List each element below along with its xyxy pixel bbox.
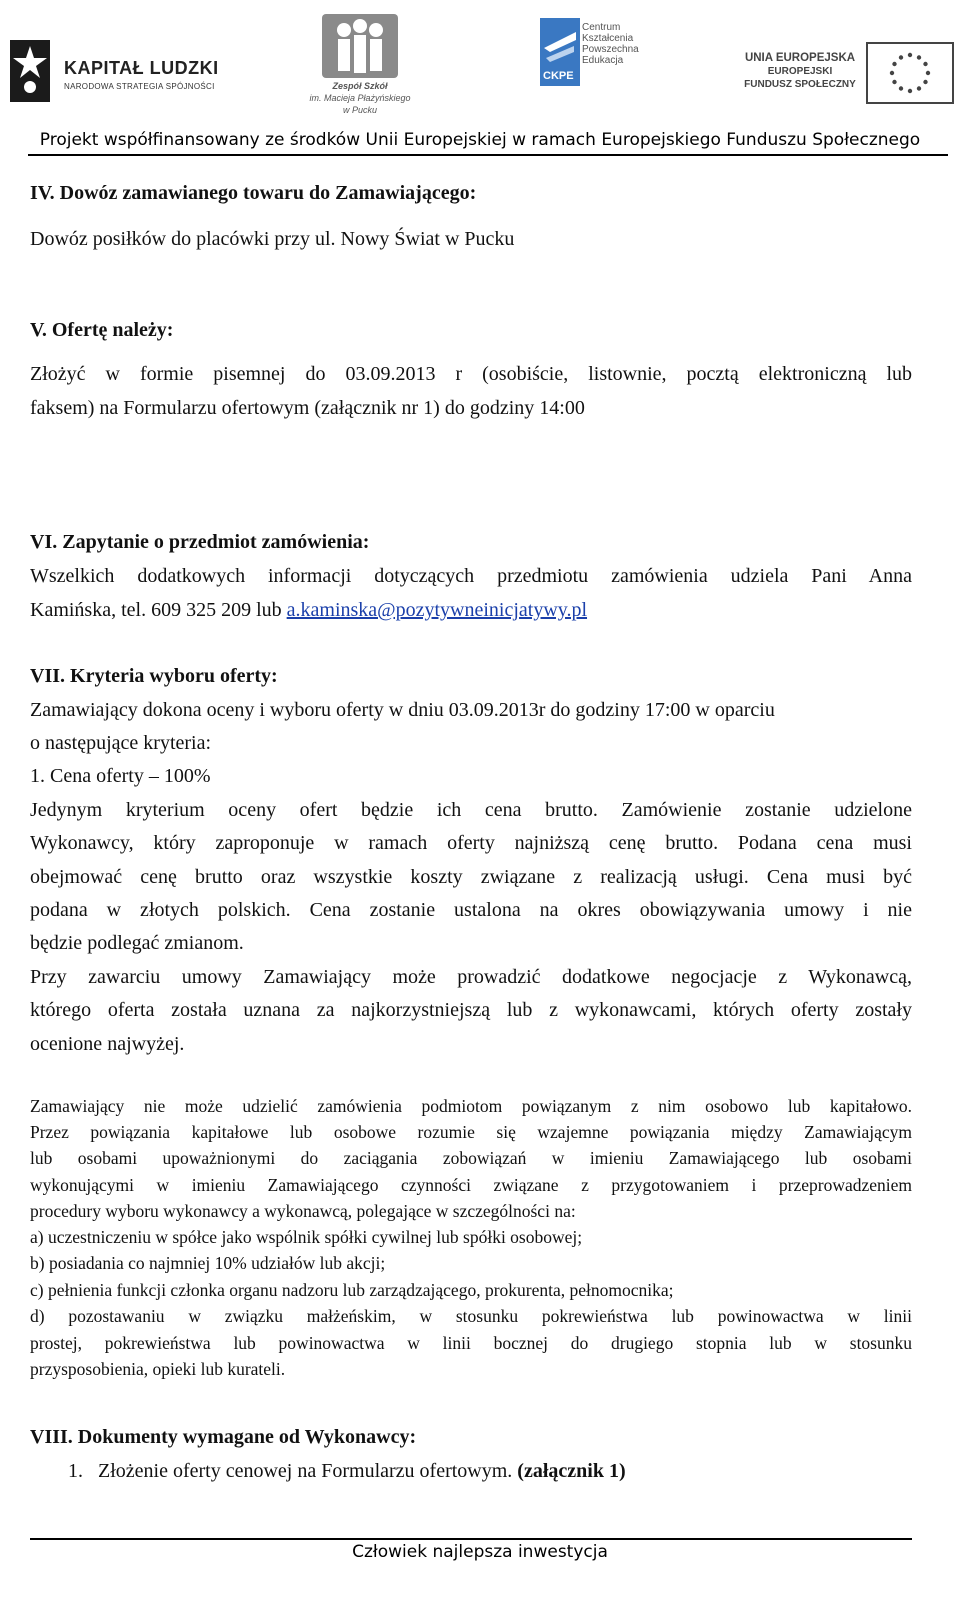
section-7-p2-line: Przy zawarciu umowy Zamawiający może prowadzić dodatkowe negocjacje z Wykonawcą, bbox=[30, 966, 912, 988]
section-6-heading: VI. Zapytanie o przedmiot zamówienia: bbox=[30, 531, 370, 553]
header-tagline: Projekt współfinansowany ze środków Unii Europejskiej w ramach Europejskiego Funduszu Społecznego bbox=[39, 130, 921, 150]
header-divider bbox=[28, 154, 948, 156]
eu-caption bbox=[738, 52, 862, 91]
kapital-ludzki-subtitle: NARODOWA STRATEGIA SPÓJNOŚCI bbox=[64, 82, 215, 91]
section-7-p3-line: wykonującymi w imieniu Zamawiającego czynności związane z przygotowaniem i przeprowadzeniem bbox=[30, 1175, 912, 1195]
section-7-p1-line: podana w złotych polskich. Cena zostanie ustalona na okres obowiązywania umowy i nie bbox=[30, 899, 912, 921]
section-7-p3-line: Zamawiający nie może udzielić zamówienia podmiotom powiązanym z nim osobowo lub kapitałowo. bbox=[30, 1096, 912, 1116]
section-7-p3-line: lub osobami upoważnionymi do zaciągania zobowiązań w imieniu Zamawiającego lub osobami bbox=[30, 1148, 912, 1168]
section-7-p2-line: którego oferta została uznana za najkorzystniejszą lub z wykonawcami, których oferty zostały bbox=[30, 999, 912, 1021]
list-item-text: Złożenie oferty cenowej na Formularzu ofertowym. bbox=[98, 1460, 518, 1482]
section-7-p3-line: d) pozostawaniu w związku małżeńskim, w stosunku pokrewieństwa lub powinowactwa w linii bbox=[30, 1306, 912, 1326]
section-4-text: Dowóz posiłków do placówki przy ul. Nowy Świat w Pucku bbox=[30, 228, 515, 250]
section-7-p3-line: c) pełnienia funkcji członka organu nadzoru lub zarządzającego, prokurenta, pełnomocnika; bbox=[30, 1280, 674, 1300]
section-6-line1: Wszelkich dodatkowych informacji dotyczących przedmiotu zamówienia udziela Pani Anna bbox=[30, 565, 912, 587]
ckpe-line2: Kształcenia bbox=[582, 33, 634, 44]
email-link[interactable]: a.kaminska@pozytywneinicjatywy.pl bbox=[286, 599, 588, 621]
section-7-p3-line: Przez powiązania kapitałowe lub osobowe rozumie się wzajemne powiązania między Zamawiającym bbox=[30, 1122, 912, 1142]
zespol-szkol-line1: im. Macieja Płażyńskiego bbox=[309, 93, 411, 103]
zespol-szkol-name: Zespół Szkół bbox=[332, 81, 388, 91]
list-item-attachment: (załącznik 1) bbox=[517, 1460, 626, 1482]
zespol-szkol-logo bbox=[300, 12, 420, 120]
section-5-heading: V. Ofertę należy: bbox=[30, 319, 174, 341]
section-7-p1-line: będzie podlegać zmianom. bbox=[30, 932, 244, 954]
section-7-p1-line: Jedynym kryterium oceny ofert będzie ich cena brutto. Zamówienie zostanie udzielone bbox=[30, 799, 912, 821]
section-7-p2-line: ocenione najwyżej. bbox=[30, 1033, 185, 1055]
ckpe-caption bbox=[582, 22, 639, 66]
section-7-line2: o następujące kryteria: bbox=[30, 732, 212, 754]
section-8-list-item bbox=[68, 1454, 950, 1488]
footer-divider bbox=[30, 1538, 912, 1540]
eu-line1: UNIA EUROPEJSKA bbox=[744, 52, 856, 64]
ckpe-line4: Edukacja bbox=[582, 55, 624, 66]
people-emblem-icon bbox=[300, 12, 420, 82]
footer-slogan: Człowiek najlepsza inwestycja bbox=[352, 1542, 608, 1562]
page-header bbox=[0, 0, 960, 160]
section-7-p1-line: obejmować cenę brutto oraz wszystkie koszty związane z realizacją usługi. Cena musi być bbox=[30, 866, 912, 888]
section-5-line2: faksem) na Formularzu ofertowym (załącznik nr 1) do godziny 14:00 bbox=[30, 397, 585, 419]
eu-flag-icon bbox=[866, 42, 954, 104]
section-7-p3-line: prostej, pokrewieństwa lub powinowactwa w linii bocznej do drugiego stopnia lub w stosunku bbox=[30, 1333, 912, 1353]
eu-line3: FUNDUSZ SPOŁECZNY bbox=[744, 79, 856, 90]
section-6-line2 bbox=[30, 593, 912, 627]
zespol-szkol-line2: w Pucku bbox=[342, 105, 377, 115]
section-5-line1: Złożyć w formie pisemnej do 03.09.2013 r (osobiście, listownie, pocztą elektroniczną lub bbox=[30, 363, 912, 385]
section-7-heading: VII. Kryteria wyboru oferty: bbox=[30, 665, 278, 687]
kapital-ludzki-logo bbox=[6, 32, 226, 110]
section-4-heading: IV. Dowóz zamawianego towaru do Zamawiającego: bbox=[30, 182, 477, 204]
kapital-ludzki-title: KAPITAŁ LUDZKI bbox=[64, 58, 219, 78]
section-7-p3-line: b) posiadania co najmniej 10% udziałów lub akcji; bbox=[30, 1253, 386, 1273]
section-7-p3-line: procedury wyboru wykonawcy a wykonawcą, polegające w szczególności na: bbox=[30, 1201, 576, 1221]
ckpe-badge: CKPE bbox=[543, 70, 574, 82]
section-7-p3-line: a) uczestniczeniu w spółce jako wspólnik spółki cywilnej lub spółki osobowej; bbox=[30, 1227, 583, 1247]
ckpe-line1: Centrum bbox=[582, 22, 621, 33]
eu-logo bbox=[738, 40, 958, 106]
kapital-ludzki-emblem bbox=[6, 32, 56, 110]
ckpe-line3: Powszechna bbox=[582, 44, 639, 55]
section-7-line1: Zamawiający dokona oceny i wyboru oferty w dniu 03.09.2013r do godziny 17:00 w oparciu bbox=[30, 699, 775, 721]
ckpe-logo bbox=[540, 18, 660, 96]
section-7-criterion: 1. Cena oferty – 100% bbox=[30, 765, 211, 787]
section-7-p3-line: przysposobienia, opieki lub kurateli. bbox=[30, 1359, 286, 1379]
section-8-heading: VIII. Dokumenty wymagane od Wykonawcy: bbox=[30, 1426, 417, 1448]
eu-line2: EUROPEJSKI bbox=[767, 66, 833, 77]
list-item-number: 1. bbox=[68, 1460, 83, 1482]
zespol-szkol-caption bbox=[300, 80, 420, 116]
section-7-p1-line: Wykonawcy, który zaproponuje w ramach oferty najniższą cenę brutto. Podana cena musi bbox=[30, 832, 912, 854]
section-6-contact: Kamińska, tel. 609 325 209 lub bbox=[30, 599, 287, 621]
